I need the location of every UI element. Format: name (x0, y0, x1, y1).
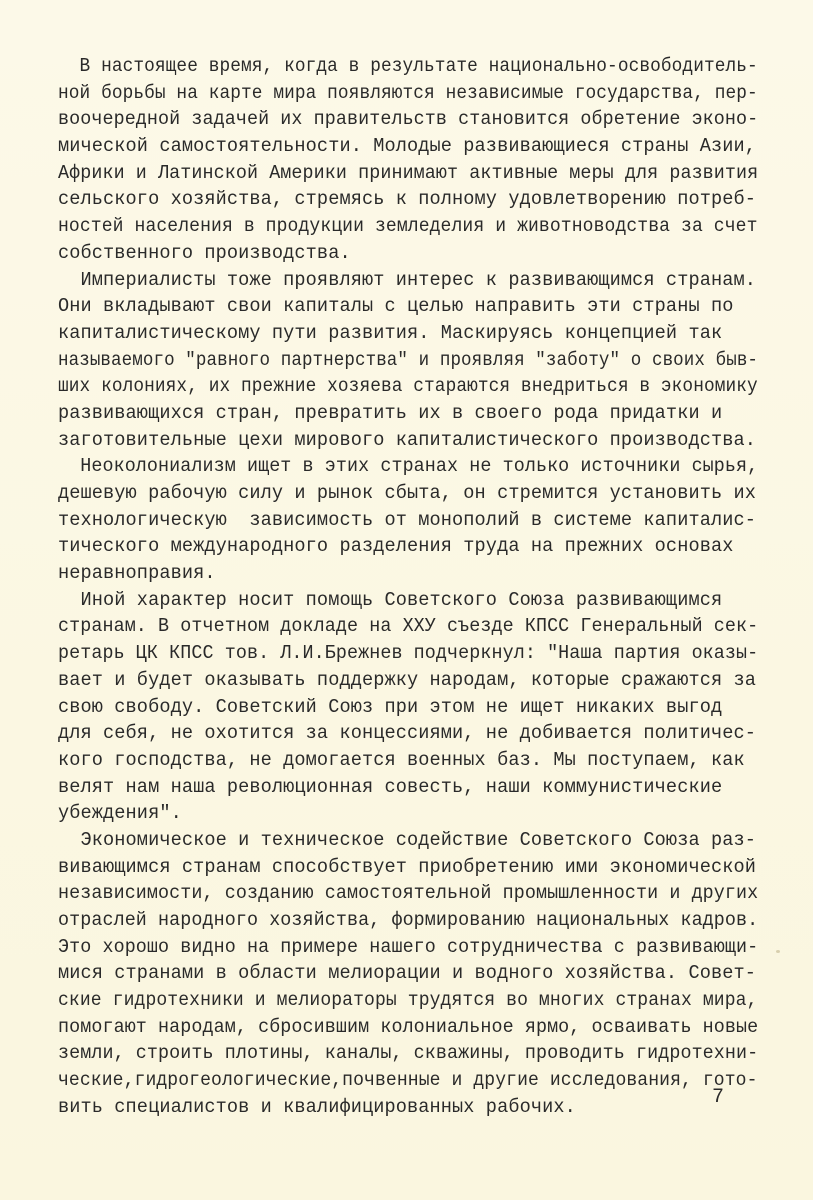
text-line: Иной характер носит помощь Советского Союза развивающимся (58, 589, 723, 612)
text-line: ших колониях, их прежние хозяева стараются внедриться в экономику (58, 375, 758, 398)
text-line: технологическую зависимость от монополий в системе капиталис- (58, 509, 756, 532)
text-line: капиталистическому пути развития. Маскируясь концепцией так (58, 322, 723, 345)
text-line: мися странами в области мелиорации и водного хозяйства. Совет- (58, 962, 756, 985)
text-line: вить специалистов и квалифицированных рабочих. (58, 1096, 576, 1119)
text-line: ские гидротехники и мелиораторы трудятся во многих странах мира, (58, 989, 758, 1012)
text-line: ческие,гидрогеологические,почвенные и другие исследования, гото- (58, 1069, 758, 1092)
text-line: земли, строить плотины, каналы, скважины, проводить гидротехни- (58, 1042, 759, 1065)
text-line: убеждения". (58, 802, 182, 825)
text-line: для себя, не охотится за концессиями, не добивается политичес- (58, 722, 756, 745)
text-line: развивающихся стран, превратить их в своего рода придатки и (58, 402, 723, 425)
text-line: называемого "равного партнерства" и проявляя "заботу" о своих быв- (58, 349, 759, 371)
page-number: 7 (712, 1086, 725, 1109)
text-line: сельского хозяйства, стремясь к полному удовлетворению потреб- (58, 188, 756, 211)
text-line: тического международного разделения труда на прежних основах (58, 535, 734, 558)
text-line: собственного производства. (58, 242, 351, 265)
text-line: отраслей народного хозяйства, формированию национальных кадров. (58, 909, 759, 932)
text-line: Неоколониализм ищет в этих странах не только источники сырья, (58, 455, 759, 478)
text-line: вивающимся странам способствует приобретению ими экономической (58, 856, 756, 879)
text-line: вает и будет оказывать поддержку народам, которые сражаются за (58, 669, 756, 692)
text-line: независимости, созданию самостоятельной промышленности и других (58, 882, 759, 905)
text-line: кого господства, не домогается военных баз. Мы поступаем, как (58, 749, 745, 772)
text-line: заготовительные цехи мирового капиталистического производства. (58, 429, 756, 452)
text-line: Они вкладывают свои капиталы с целью направить эти страны по (58, 295, 734, 318)
text-line: Африки и Латинской Америки принимают активные меры для развития (58, 162, 759, 185)
text-line: мической самостоятельности. Молодые развивающиеся страны Азии, (58, 135, 756, 158)
text-line: воочередной задачей их правительств становится обретение эконо- (58, 108, 759, 131)
body-text (58, 54, 758, 1122)
text-line: ретарь ЦК КПСС тов. Л.И.Брежнев подчеркнул: "Наша партия оказы- (58, 642, 759, 665)
text-line: помогают народам, сбросившим колониальное ярмо, осваивать новые (58, 1016, 759, 1039)
text-line: Это хорошо видно на примере нашего сотрудничества с развивающи- (58, 936, 759, 959)
paper-speck (776, 950, 780, 953)
text-line: ностей населения в продукции земледелия и животноводства за счет (58, 215, 758, 238)
text-line: ной борьбы на карте мира появляются независимые государства, пер- (58, 82, 758, 105)
text-line: В настоящее время, когда в результате национально-освободитель- (58, 55, 758, 78)
text-line: Империалисты тоже проявляют интерес к развивающимся странам. (58, 269, 756, 291)
text-line: дешевую рабочую силу и рынок сбыта, он стремится установить их (58, 482, 756, 505)
text-line: Экономическое и техническое содействие Советского Союза раз- (58, 829, 756, 852)
text-line: свою свободу. Советский Союз при этом не ищет никаких выгод (58, 696, 723, 718)
text-line: неравноправия. (58, 562, 216, 585)
text-line: велят нам наша революционная совесть, наши коммунистические (58, 776, 723, 798)
text-line: странам. В отчетном докладе на XXУ съезде КПСС Генеральный сек- (58, 615, 759, 638)
